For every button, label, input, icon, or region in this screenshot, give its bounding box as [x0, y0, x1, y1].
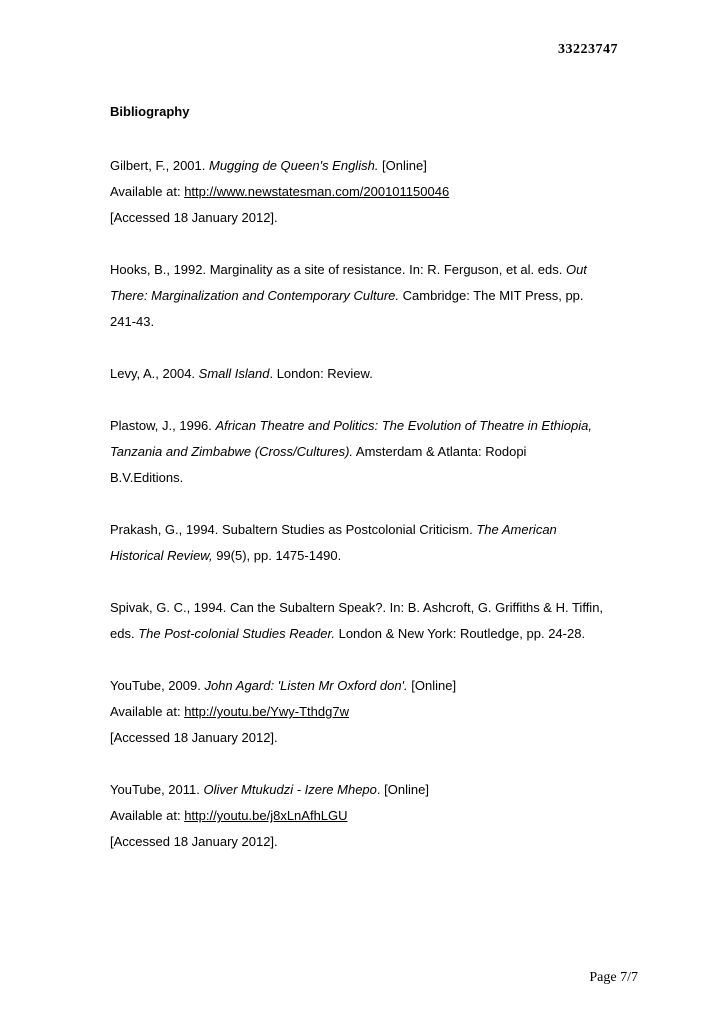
reference-levy: [110, 361, 630, 387]
reference-plastow: [110, 413, 630, 491]
reference-line: [Accessed 18 January 2012].: [110, 210, 278, 225]
reference-line: 241-43.: [110, 314, 155, 329]
reference-line: YouTube, 2011. Oliver Mtukudzi - Izere Mhepo. [Online]: [110, 782, 429, 797]
reference-line: eds. The Post-colonial Studies Reader. London & New York: Routledge, pp. 24-28.: [110, 626, 586, 641]
youtube-agard-link[interactable]: http://youtu.be/Ywy-Tthdg7w: [184, 704, 349, 719]
reference-prakash: [110, 517, 630, 569]
reference-line: Tanzania and Zimbabwe (Cross/Cultures). Amsterdam & Atlanta: Rodopi: [110, 444, 527, 459]
reference-line: Gilbert, F., 2001. Mugging de Queen's English. [Online]: [110, 158, 427, 173]
reference-line: Hooks, B., 1992. Marginality as a site of resistance. In: R. Ferguson, et al. eds. Out: [110, 262, 587, 277]
reference-line: Levy, A., 2004. Small Island. London: Review.: [110, 366, 373, 381]
youtube-mtukudzi-link[interactable]: http://youtu.be/j8xLnAfhLGU: [184, 808, 348, 823]
reference-line: Available at: http://youtu.be/Ywy-Tthdg7w: [110, 704, 349, 719]
reference-gilbert: [110, 153, 630, 231]
reference-line: Available at: http://youtu.be/j8xLnAfhLGU: [110, 808, 348, 823]
reference-line: Prakash, G., 1994. Subaltern Studies as Postcolonial Criticism. The American: [110, 522, 557, 537]
reference-hooks: [110, 257, 630, 335]
reference-list: [110, 153, 630, 855]
bibliography-heading: Bibliography: [110, 104, 190, 119]
reference-line: YouTube, 2009. John Agard: 'Listen Mr Oxford don'. [Online]: [110, 678, 457, 693]
reference-line: There: Marginalization and Contemporary Culture. Cambridge: The MIT Press, pp.: [110, 288, 584, 303]
reference-line: Available at: http://www.newstatesman.com/200101150046: [110, 184, 450, 199]
reference-youtube-2009: [110, 673, 630, 751]
reference-line: B.V.Editions.: [110, 470, 184, 485]
reference-line: [Accessed 18 January 2012].: [110, 834, 278, 849]
reference-youtube-2011: [110, 777, 630, 855]
reference-line: Plastow, J., 1996. African Theatre and Politics: The Evolution of Theatre in Ethiopia,: [110, 418, 592, 433]
reference-line: Historical Review, 99(5), pp. 1475-1490.: [110, 548, 342, 563]
student-id: 33223747: [558, 42, 618, 57]
reference-spivak: [110, 595, 630, 647]
newstatesman-link[interactable]: http://www.newstatesman.com/200101150046: [184, 184, 450, 199]
reference-line: Spivak, G. C., 1994. Can the Subaltern Speak?. In: B. Ashcroft, G. Griffiths & H. Tiffin,: [110, 600, 604, 615]
reference-line: [Accessed 18 January 2012].: [110, 730, 278, 745]
page-number: Page 7/7: [589, 970, 638, 985]
